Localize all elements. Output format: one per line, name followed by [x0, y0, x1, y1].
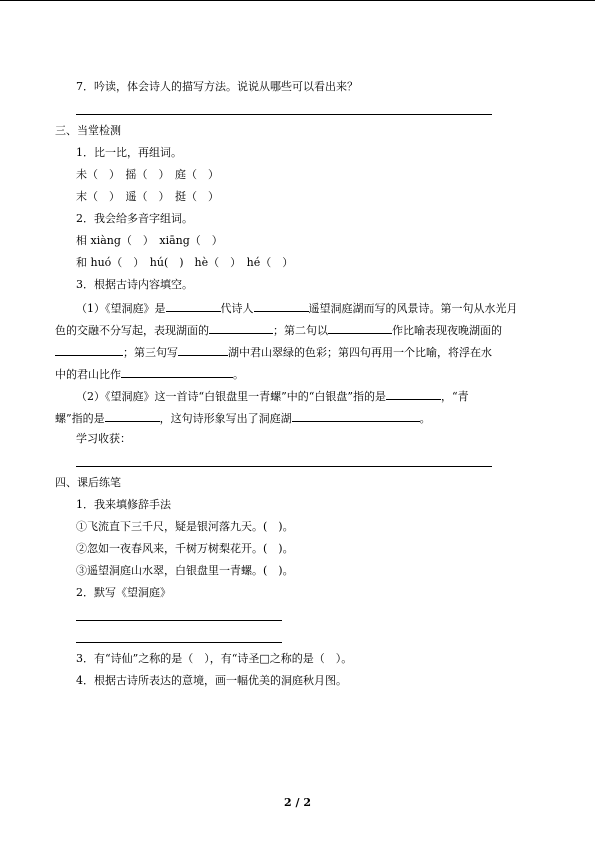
answer-blank[interactable]: [105, 410, 160, 422]
s3-q1-row-2: 末（ ） 遥（ ） 挺（ ）: [76, 190, 219, 203]
answer-blank[interactable]: [209, 322, 273, 334]
s4-question-3: 3．有“诗仙”之称的是（ ），有“诗圣□之称的是（ ）。: [76, 652, 353, 665]
answer-blank[interactable]: [121, 366, 233, 378]
dictation-line-2: [76, 642, 282, 643]
page-number: 2 / 2: [284, 796, 311, 809]
page-top-border: [0, 0, 595, 1]
s3-q1-row-1: 未（ ） 摇（ ） 庭（ ）: [76, 168, 219, 181]
fill-2-line-1: （2）《望洞庭》这一首诗“白银盘里一青螺”中的“白银盘”指的是 ，“青: [76, 390, 469, 403]
fill-1-line-1: （1）《望洞庭》是 代诗人 遥望洞庭湖而写的风景诗。第一句从水光月: [76, 302, 518, 315]
learning-harvest-label: 学习收获：: [76, 432, 131, 445]
answer-line-harvest: [76, 466, 492, 467]
answer-blank[interactable]: [328, 322, 392, 334]
s4-question-2: 2．默写《望洞庭》: [76, 586, 171, 599]
fill-1-line-3: ；第三句写 湖中君山翠绿的色彩；第四句再用一个比喻，将浮在水: [55, 344, 492, 360]
fill-2-line-2: 螺”指的是 ，这句诗形象写出了洞庭湖 。: [55, 412, 431, 425]
fill-1-line-2: 色的交融不分写起，表现湖面的 ；第二句以 作比喻表现夜晚湖面的: [55, 324, 502, 337]
s4-question-4: 4．根据古诗所表达的意境，画一幅优美的洞庭秋月图。: [76, 674, 347, 687]
answer-blank[interactable]: [166, 300, 221, 312]
s4-question-1: 1．我来填修辞手法: [76, 498, 171, 511]
s3-question-1: 1．比一比，再组词。: [76, 146, 182, 159]
rhetoric-item-1: ①飞流直下三千尺，疑是银河落九天。( )。: [76, 520, 294, 533]
s3-q2-row-1: 相 xiàng（ ） xiāng（ ）: [76, 234, 223, 247]
question-7: 7．吟读，体会诗人的描写方法。说说从哪些可以看出来？: [76, 80, 358, 93]
section-3-title: 三、当堂检测: [55, 124, 121, 137]
answer-blank[interactable]: [292, 410, 420, 422]
rhetoric-item-3: ③遥望洞庭山水翠，白银盘里一青螺。( )。: [76, 564, 294, 577]
s3-q2-row-2: 和 huó（ ） hú( ) hè（ ） hé（ ）: [76, 256, 294, 269]
answer-blank[interactable]: [254, 300, 309, 312]
s3-question-3: 3．根据古诗内容填空。: [76, 278, 193, 291]
answer-blank[interactable]: [386, 388, 441, 400]
answer-blank[interactable]: [178, 344, 228, 356]
dictation-line-1: [76, 620, 282, 621]
answer-line-q7: [76, 114, 492, 115]
fill-1-line-4: 中的君山比作 。: [55, 368, 244, 381]
answer-blank[interactable]: [55, 344, 123, 356]
section-4-title: 四、课后练笔: [55, 476, 121, 489]
s3-question-2: 2．我会给多音字组词。: [76, 212, 193, 225]
rhetoric-item-2: ②忽如一夜春风来，千树万树梨花开。( )。: [76, 542, 294, 555]
